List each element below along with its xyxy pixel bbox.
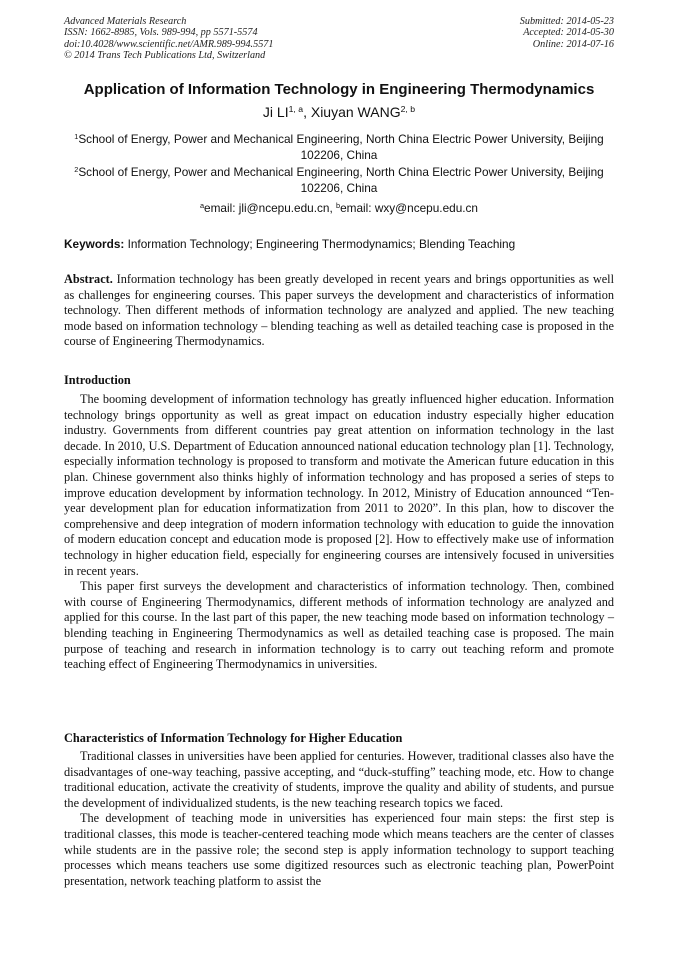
section-body <box>64 392 614 673</box>
email-marker: b <box>336 200 341 210</box>
author-superscript: 1, a <box>288 104 304 115</box>
abstract-label: Abstract. <box>64 272 113 286</box>
paper-title: Application of Information Technology in Engineering Thermodynamics <box>83 81 595 98</box>
email-line <box>40 201 638 216</box>
submitted-date: Submitted: 2014-05-23 <box>519 16 614 27</box>
accepted-date: Accepted: 2014-05-30 <box>523 27 614 39</box>
doi-line: doi:10.4028/www.scientific.net/AMR.989-994.5571 <box>64 38 274 50</box>
affiliation-marker: 2 <box>74 164 79 174</box>
author-separator: , <box>303 104 311 120</box>
journal-name: Advanced Materials Research <box>64 16 187 27</box>
journal-info <box>64 16 273 62</box>
section-heading: Characteristics of Information Technology for Higher Education <box>64 731 403 745</box>
publication-dates <box>520 16 614 50</box>
paragraph: The booming development of information technology has greatly influenced higher education. Information technology brings opportunity as well as great impact on education industry especially higher education industry. Governments from different countries pay great attention on information technology in the last decade. In 2010, U.S. Department of Education announced national education technology plan [1]. Technology, especially information technology is proposed to transform and motivate the American future education in this plan. Chinese government also thinks highly of information technology and has proposed a series of steps to improve education development by information technology. In 2012, Ministry of Education announced “Ten-year development plan for education informatization from 2011 to 2020”. In this plan, how to discover the comprehensive and deep integration of modern information technology with education to guide the innovation of modern education concept and education mode is proposed [2]. How to effectively make use of information technology in higher education field, especially for engineering courses are intensively focused in universities in recent years. <box>64 392 614 578</box>
email-text: email: wxy@ncepu.edu.cn <box>340 201 478 215</box>
affiliation-marker: 1 <box>74 131 79 141</box>
keywords-label: Keywords: <box>64 237 125 251</box>
author-superscript: 2, b <box>400 104 416 115</box>
keywords-text: Information Technology; Engineering Thermodynamics; Blending Teaching <box>127 237 516 251</box>
copyright-line: © 2014 Trans Tech Publications Ltd, Switzerland <box>64 50 266 62</box>
email-separator: , <box>329 201 337 215</box>
paragraph: The development of teaching mode in universities has experienced four main steps: the first step is traditional classes, this mode is teacher-centered teaching mode which means teachers are the center of classes while students are in the passive role; the second step is apply information technology to support teaching processes which means teachers use some digitized resources such as electronic teaching plan, PowerPoint presentation, network teaching platform to assist the <box>64 811 614 888</box>
keywords <box>64 236 624 252</box>
affiliation-text: School of Energy, Power and Mechanical Engineering, North China Electric Power University, Beijing 102206, China <box>78 165 604 195</box>
affiliation <box>64 131 614 163</box>
email-text: email: jli@ncepu.edu.cn <box>204 201 330 215</box>
email-marker: a <box>199 200 205 210</box>
affiliation-text: School of Energy, Power and Mechanical Engineering, North China Electric Power University, Beijing 102206, China <box>78 132 604 162</box>
section-heading: Introduction <box>64 373 131 387</box>
issn-line: ISSN: 1662-8985, Vols. 989-994, pp 5571-5574 <box>64 27 258 39</box>
author-line <box>40 103 638 121</box>
paragraph: Traditional classes in universities have been applied for centuries. However, traditional classes also have the disadvantages of one-way teaching, passive accepting, and “duck-stuffing” teaching mode, etc. How to change traditional education, activate the creativity of students, improve the quality and ability of students, and pursue the development of individualized students, is the new teaching research topics we faced. <box>64 749 614 810</box>
author-name: Xiuyan WANG <box>310 104 401 120</box>
paragraph: This paper first surveys the development and characteristics of information technology. Then, combined with course of Engineering Thermodynamics, different methods of information technology are analyzed and applied for this course. In the last part of this paper, the new teaching mode based on information technology – blending teaching in Engineering Thermodynamics as well as detailed teaching case is proposed. The main purpose of teaching and research in information technology is to carry out teaching reform and promote teaching effect of Engineering Thermodynamics in universities. <box>64 579 614 672</box>
abstract-text: Information technology has been greatly developed in recent years and brings opportunities as well as challenges for engineering courses. This paper surveys the development and characteristics of information technology. Then different methods of information technology are analyzed and applied. The new teaching mode based on information technology – blending teaching as well as detailed teaching case is proposed in the course of Engineering Thermodynamics. <box>64 272 614 349</box>
affiliation <box>64 164 614 196</box>
abstract <box>64 272 614 350</box>
author-name: Ji LI <box>262 104 289 120</box>
section-body <box>64 749 614 889</box>
online-date: Online: 2014-07-16 <box>532 38 614 50</box>
